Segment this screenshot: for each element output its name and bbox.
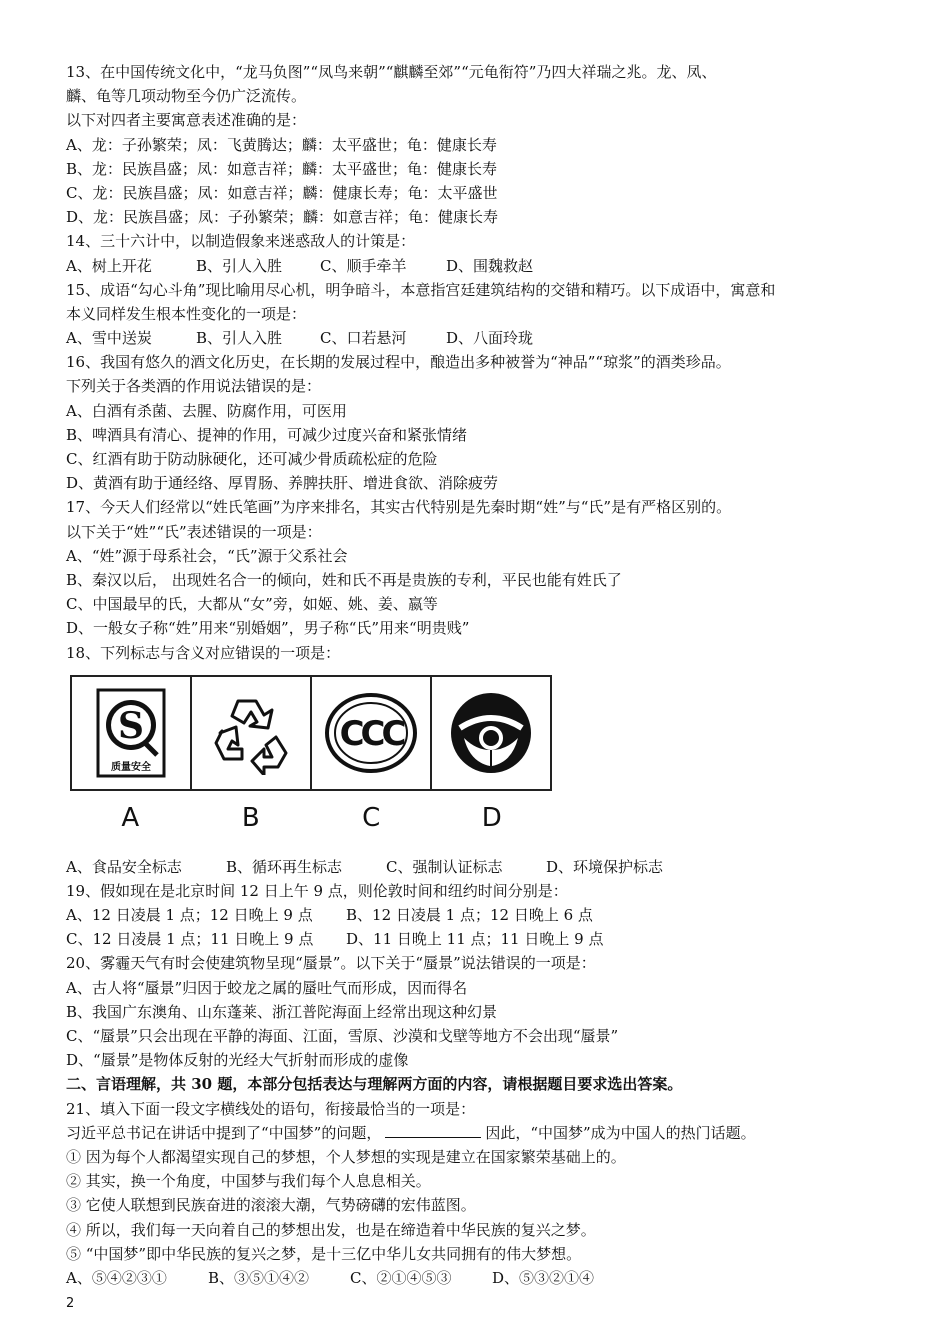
- q19-stem: 19、假如现在是北京时间 12 日上午 9 点，则伦敦时间和纽约时间分别是：: [66, 881, 568, 900]
- q18-option-b[interactable]: B、循环再生标志: [226, 857, 343, 876]
- logo-figure: [70, 671, 552, 851]
- logo-label-c: C: [362, 802, 381, 833]
- q16-option-c[interactable]: C、红酒有助于防动脉硬化，还可减少骨质疏松症的危险: [66, 450, 438, 468]
- q15-stem-line-1: 15、成语“勾心斗角”现比喻用尽心机，明争暗斗，本意指宫廷建筑结构的交错和精巧。以下成语中，寓意和: [66, 280, 776, 299]
- q17-option-c[interactable]: C、中国最早的氏，大都从“女”旁，如姬、姚、姜、嬴等: [66, 595, 438, 614]
- q21-options: [66, 1266, 886, 1290]
- q20-option-a[interactable]: A、古人将“蜃景”归因于蛟龙之属的蜃吐气而形成，因而得名: [66, 978, 468, 997]
- q21-answer-blank[interactable]: [385, 1123, 481, 1138]
- q19-option-c[interactable]: C、12 日凌晨 1 点；11 日晚上 9 点: [66, 930, 314, 949]
- q21-option-c[interactable]: C、②①④⑤③: [350, 1268, 452, 1287]
- q21-option-d[interactable]: D、⑤③②①④: [492, 1268, 595, 1287]
- page-number: 2: [66, 1296, 75, 1311]
- q15-option-d[interactable]: D、八面玲珑: [446, 329, 534, 348]
- q18-stem: 18、下列标志与含义对应错误的一项是：: [66, 643, 341, 662]
- q17-stem-line-1: 17、今天人们经常以“姓氏笔画”为序来排名，其实古代特别是先秦时期“姓”与“氏”是有严格区别的。: [66, 498, 732, 517]
- q13-stem-line-2: 麟、龟等几项动物至今仍广泛流传。: [66, 87, 307, 106]
- q19-option-a[interactable]: A、12 日凌晨 1 点；12 日晚上 9 点: [66, 906, 313, 925]
- q18-options: [66, 855, 886, 879]
- logo-label-a: A: [121, 802, 140, 833]
- q13-option-a[interactable]: A、龙：子孙繁荣；凤：飞黄腾达；麟：太平盛世；龟：健康长寿: [66, 135, 497, 154]
- q15-stem-line-2: 本义同样发生根本性变化的一项是：: [66, 304, 307, 323]
- q15-options: [66, 326, 886, 350]
- q16-stem-line-2: 下列关于各类酒的作用说法错误的是：: [66, 377, 322, 396]
- q15-option-c[interactable]: C、口若悬河: [320, 329, 407, 348]
- q19-option-b[interactable]: B、12 日凌晨 1 点；12 日晚上 6 点: [346, 906, 593, 925]
- qs-quality-safety-icon: [95, 687, 167, 779]
- q20-stem: 20、雾霾天气有时会使建筑物呈现“蜃景”。以下关于“蜃景”说法错误的一项是：: [66, 954, 596, 973]
- q18-option-c[interactable]: C、强制认证标志: [386, 857, 503, 876]
- ccc-certification-icon: [323, 691, 419, 775]
- q21-passage-before: 习近平总书记在讲话中提到了“中国梦”的问题，: [66, 1123, 382, 1142]
- q21-sentence-2: ② 其实，换一个角度，中国梦与我们每个人息息相关。: [66, 1172, 431, 1191]
- q16-option-d[interactable]: D、黄酒有助于通经络、厚胃肠、养脾扶肝、增进食欲、消除疲劳: [66, 474, 499, 493]
- q17-option-b[interactable]: B、秦汉以后， 出现姓名合一的倾向，姓和氏不再是贵族的专利，平民也能有姓氏了: [66, 570, 622, 589]
- q21-sentence-3: ③ 它使人联想到民族奋进的滚滚大潮，气势磅礴的宏伟蓝图。: [66, 1196, 476, 1215]
- svg-text:CCC: CCC: [339, 713, 403, 754]
- logo-table: [70, 675, 552, 791]
- q21-passage-after: 因此，“中国梦”成为中国人的热门话题。: [485, 1123, 756, 1142]
- logo-letter-row: [70, 803, 552, 833]
- q18-option-a[interactable]: A、食品安全标志: [66, 857, 182, 876]
- logo-cell-c: [312, 677, 432, 789]
- q19-options-row-2: [66, 927, 886, 951]
- q21-stem: 21、填入下面一段文字横线处的语句，衔接最恰当的一项是：: [66, 1099, 476, 1118]
- q21-sentence-4: ④ 所以，我们每一天向着自己的梦想出发，也是在缔造着中华民族的复兴之梦。: [66, 1220, 596, 1239]
- q21-option-a[interactable]: A、⑤④②③①: [66, 1268, 167, 1287]
- q15-option-a[interactable]: A、雪中送炭: [66, 329, 152, 348]
- q21-passage: [66, 1121, 886, 1145]
- q18-option-d[interactable]: D、环境保护标志: [546, 857, 664, 876]
- q13-option-d[interactable]: D、龙：民族昌盛；凤：子孙繁荣；麟：如意吉祥；龟：健康长寿: [66, 208, 499, 227]
- qs-logo-caption: 质量安全: [111, 761, 151, 773]
- q16-option-a[interactable]: A、白酒有杀菌、去腥、防腐作用，可医用: [66, 401, 347, 420]
- q17-stem-line-2: 以下关于“姓”“氏”表述错误的一项是：: [66, 522, 322, 541]
- q14-option-b[interactable]: B、引人入胜: [196, 256, 283, 275]
- q16-stem-line-1: 16、我国有悠久的酒文化历史，在长期的发展过程中，酿造出多种被誉为“神品”“琼浆”的酒类珍品。: [66, 353, 731, 372]
- q20-option-c[interactable]: C、“蜃景”只会出现在平静的海面、江面，雪原、沙漠和戈壁等地方不会出现“蜃景”: [66, 1027, 619, 1045]
- q13-option-b[interactable]: B、龙：民族昌盛；凤：如意吉祥；麟：太平盛世；龟：健康长寿: [66, 159, 498, 178]
- exam-page: [66, 60, 886, 1290]
- q16-option-b[interactable]: B、啤酒具有清心、提神的作用，可减少过度兴奋和紧张情绪: [66, 425, 468, 444]
- q13-stem-line-1: 13、在中国传统文化中，“龙马负图”“凤鸟来朝”“麒麟至郊”“元龟衔符”乃四大祥瑞之兆。龙、凤、: [66, 63, 717, 81]
- logo-label-d: D: [481, 802, 502, 833]
- q20-option-d[interactable]: D、“蜃景”是物体反射的光经大气折射而形成的虚像: [66, 1051, 409, 1070]
- q17-option-d[interactable]: D、一般女子称“姓”用来“别婚姻”，男子称“氏”用来“明贵贱”: [66, 619, 470, 638]
- q21-sentence-1: ① 因为每个人都渴望实现自己的梦想，个人梦想的实现是建立在国家繁荣基础上的。: [66, 1147, 626, 1166]
- q19-options-row-1: [66, 903, 886, 927]
- q14-option-a[interactable]: A、树上开花: [66, 256, 152, 275]
- q13-option-c[interactable]: C、龙：民族昌盛；凤：如意吉祥；麟：健康长寿；龟：太平盛世: [66, 183, 498, 202]
- q15-option-b[interactable]: B、引人入胜: [196, 329, 283, 348]
- q21-option-b[interactable]: B、③⑤①④②: [208, 1268, 310, 1287]
- q17-option-a[interactable]: A、“姓”源于母系社会，“氏”源于父系社会: [66, 546, 348, 565]
- recycle-icon: [206, 691, 296, 775]
- q14-option-d[interactable]: D、围魏救赵: [446, 256, 534, 275]
- section-2-heading: 二、言语理解，共 30 题，本部分包括表达与理解两方面的内容，请根据题目要求选出答案。: [66, 1075, 683, 1094]
- logo-cell-d: [432, 677, 550, 789]
- q19-option-d[interactable]: D、11 日晚上 11 点；11 日晚上 9 点: [346, 930, 604, 949]
- svg-text:S: S: [118, 704, 144, 747]
- environmental-label-icon: [446, 688, 536, 778]
- q13-stem-line-3: 以下对四者主要寓意表述准确的是：: [66, 111, 307, 130]
- q21-sentence-5: ⑤ “中国梦”即中华民族的复兴之梦，是十三亿中华儿女共同拥有的伟大梦想。: [66, 1244, 582, 1263]
- logo-label-b: B: [241, 802, 260, 833]
- q14-options: [66, 254, 886, 278]
- q20-option-b[interactable]: B、我国广东澳角、山东蓬莱、浙江普陀海面上经常出现这种幻景: [66, 1002, 498, 1021]
- logo-cell-a: [72, 677, 192, 789]
- logo-cell-b: [192, 677, 312, 789]
- q14-option-c[interactable]: C、顺手牵羊: [320, 256, 407, 275]
- q14-stem: 14、三十六计中，以制造假象来迷惑敌人的计策是：: [66, 232, 416, 251]
